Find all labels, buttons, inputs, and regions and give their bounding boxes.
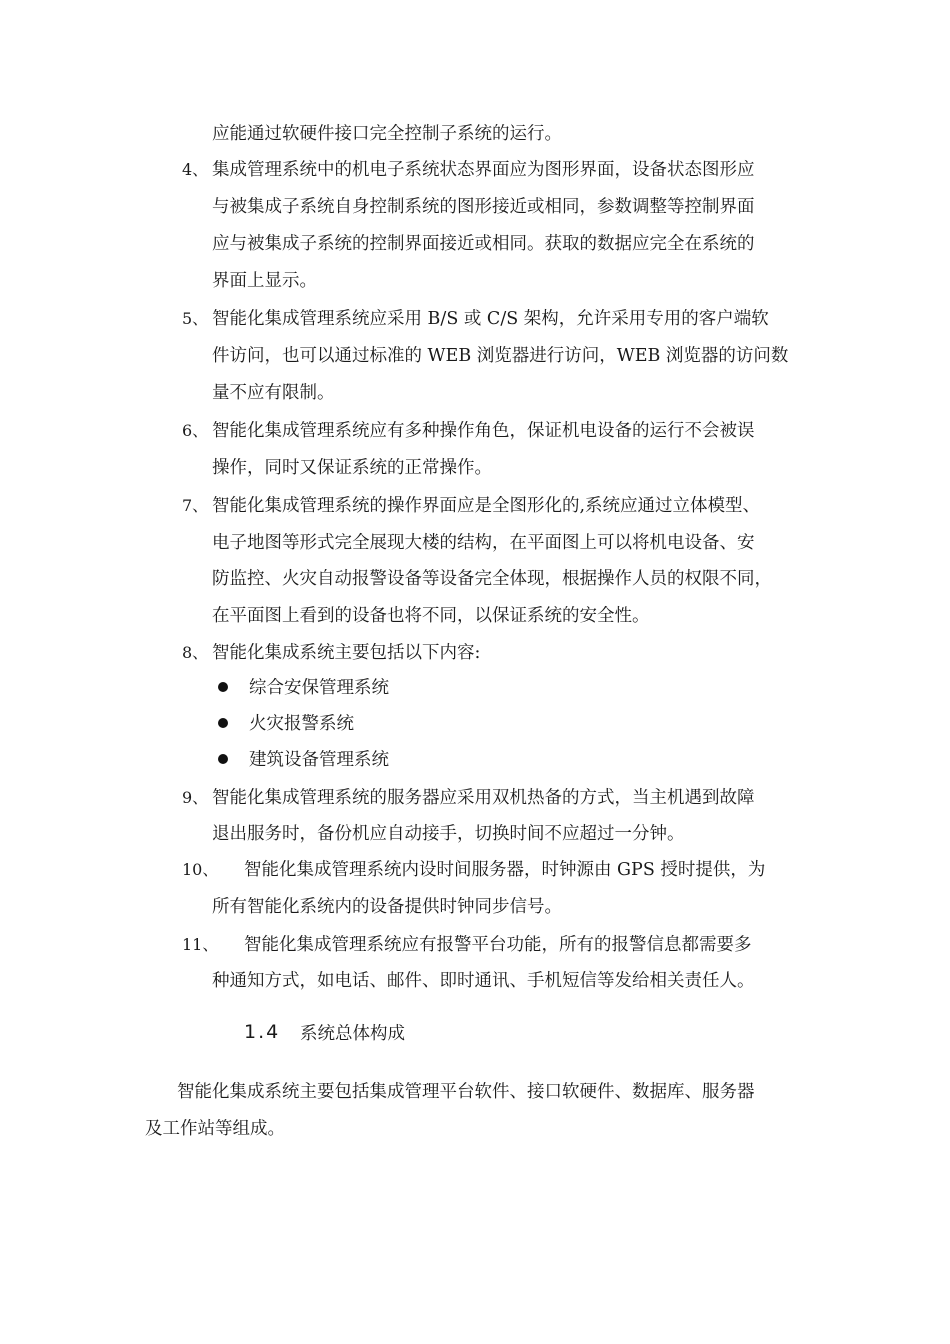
item-10-line: 智能化集成管理系统内设时间服务器，时钟源由 GPS 授时提供，为	[244, 860, 766, 880]
item-5-line: 件访问，也可以通过标准的 WEB 浏览器进行访问，WEB 浏览器的访问数	[212, 346, 789, 366]
bullet-item: 综合安保管理系统	[249, 678, 389, 698]
item-7-line: 防监控、火灾自动报警设备等设备完全体现，根据操作人员的权限不同，	[212, 569, 772, 589]
item-10-number: 10、	[182, 860, 219, 879]
item-5-line: 智能化集成管理系统应采用 B/S 或 C/S 架构，允许采用专用的客户端软	[212, 309, 769, 329]
item-6-line: 操作，同时又保证系统的正常操作。	[212, 458, 492, 478]
bullet-icon	[218, 754, 228, 764]
bullet-icon	[218, 718, 228, 728]
item-8-line: 智能化集成系统主要包括以下内容:	[212, 643, 481, 663]
item-9-number: 9、	[182, 788, 209, 807]
item-10-line: 所有智能化系统内的设备提供时钟同步信号。	[212, 897, 562, 917]
bullet-item: 火灾报警系统	[249, 714, 354, 734]
item-continuation-line: 应能通过软硬件接口完全控制子系统的运行。	[212, 124, 562, 144]
bullet-icon	[218, 682, 228, 692]
item-4-line: 应与被集成子系统的控制界面接近或相同。获取的数据应完全在系统的	[212, 234, 755, 254]
item-6-line: 智能化集成管理系统应有多种操作角色，保证机电设备的运行不会被误	[212, 421, 755, 441]
item-11-line: 智能化集成管理系统应有报警平台功能，所有的报警信息都需要多	[244, 935, 752, 955]
item-7-line: 在平面图上看到的设备也将不同，以保证系统的安全性。	[212, 606, 650, 626]
item-9-line: 退出服务时，备份机应自动接手，切换时间不应超过一分钟。	[212, 824, 685, 844]
item-4-number: 4、	[182, 160, 209, 179]
item-4-line: 集成管理系统中的机电子系统状态界面应为图形界面，设备状态图形应	[212, 160, 755, 180]
section-title: 系统总体构成	[300, 1024, 405, 1044]
item-9-line: 智能化集成管理系统的服务器应采用双机热备的方式，当主机遇到故障	[212, 788, 755, 808]
item-7-line: 电子地图等形式完全展现大楼的结构，在平面图上可以将机电设备、安	[212, 533, 755, 553]
section-number: 1.4	[244, 1021, 281, 1043]
body-paragraph-line: 及工作站等组成。	[145, 1119, 285, 1139]
item-5-line: 量不应有限制。	[212, 383, 335, 403]
body-paragraph-line: 智能化集成系统主要包括集成管理平台软件、接口软硬件、数据库、服务器	[177, 1082, 755, 1102]
item-5-number: 5、	[182, 309, 209, 328]
item-8-number: 8、	[182, 643, 209, 662]
item-4-line: 与被集成子系统自身控制系统的图形接近或相同，参数调整等控制界面	[212, 197, 755, 217]
item-7-line: 智能化集成管理系统的操作界面应是全图形化的,系统应通过立体模型、	[212, 496, 761, 516]
bullet-item: 建筑设备管理系统	[249, 750, 389, 770]
item-7-number: 7、	[182, 496, 209, 515]
item-11-number: 11、	[182, 935, 219, 954]
item-6-number: 6、	[182, 421, 209, 440]
item-11-line: 种通知方式，如电话、邮件、即时通讯、手机短信等发给相关责任人。	[212, 971, 755, 991]
item-4-line: 界面上显示。	[212, 271, 317, 291]
